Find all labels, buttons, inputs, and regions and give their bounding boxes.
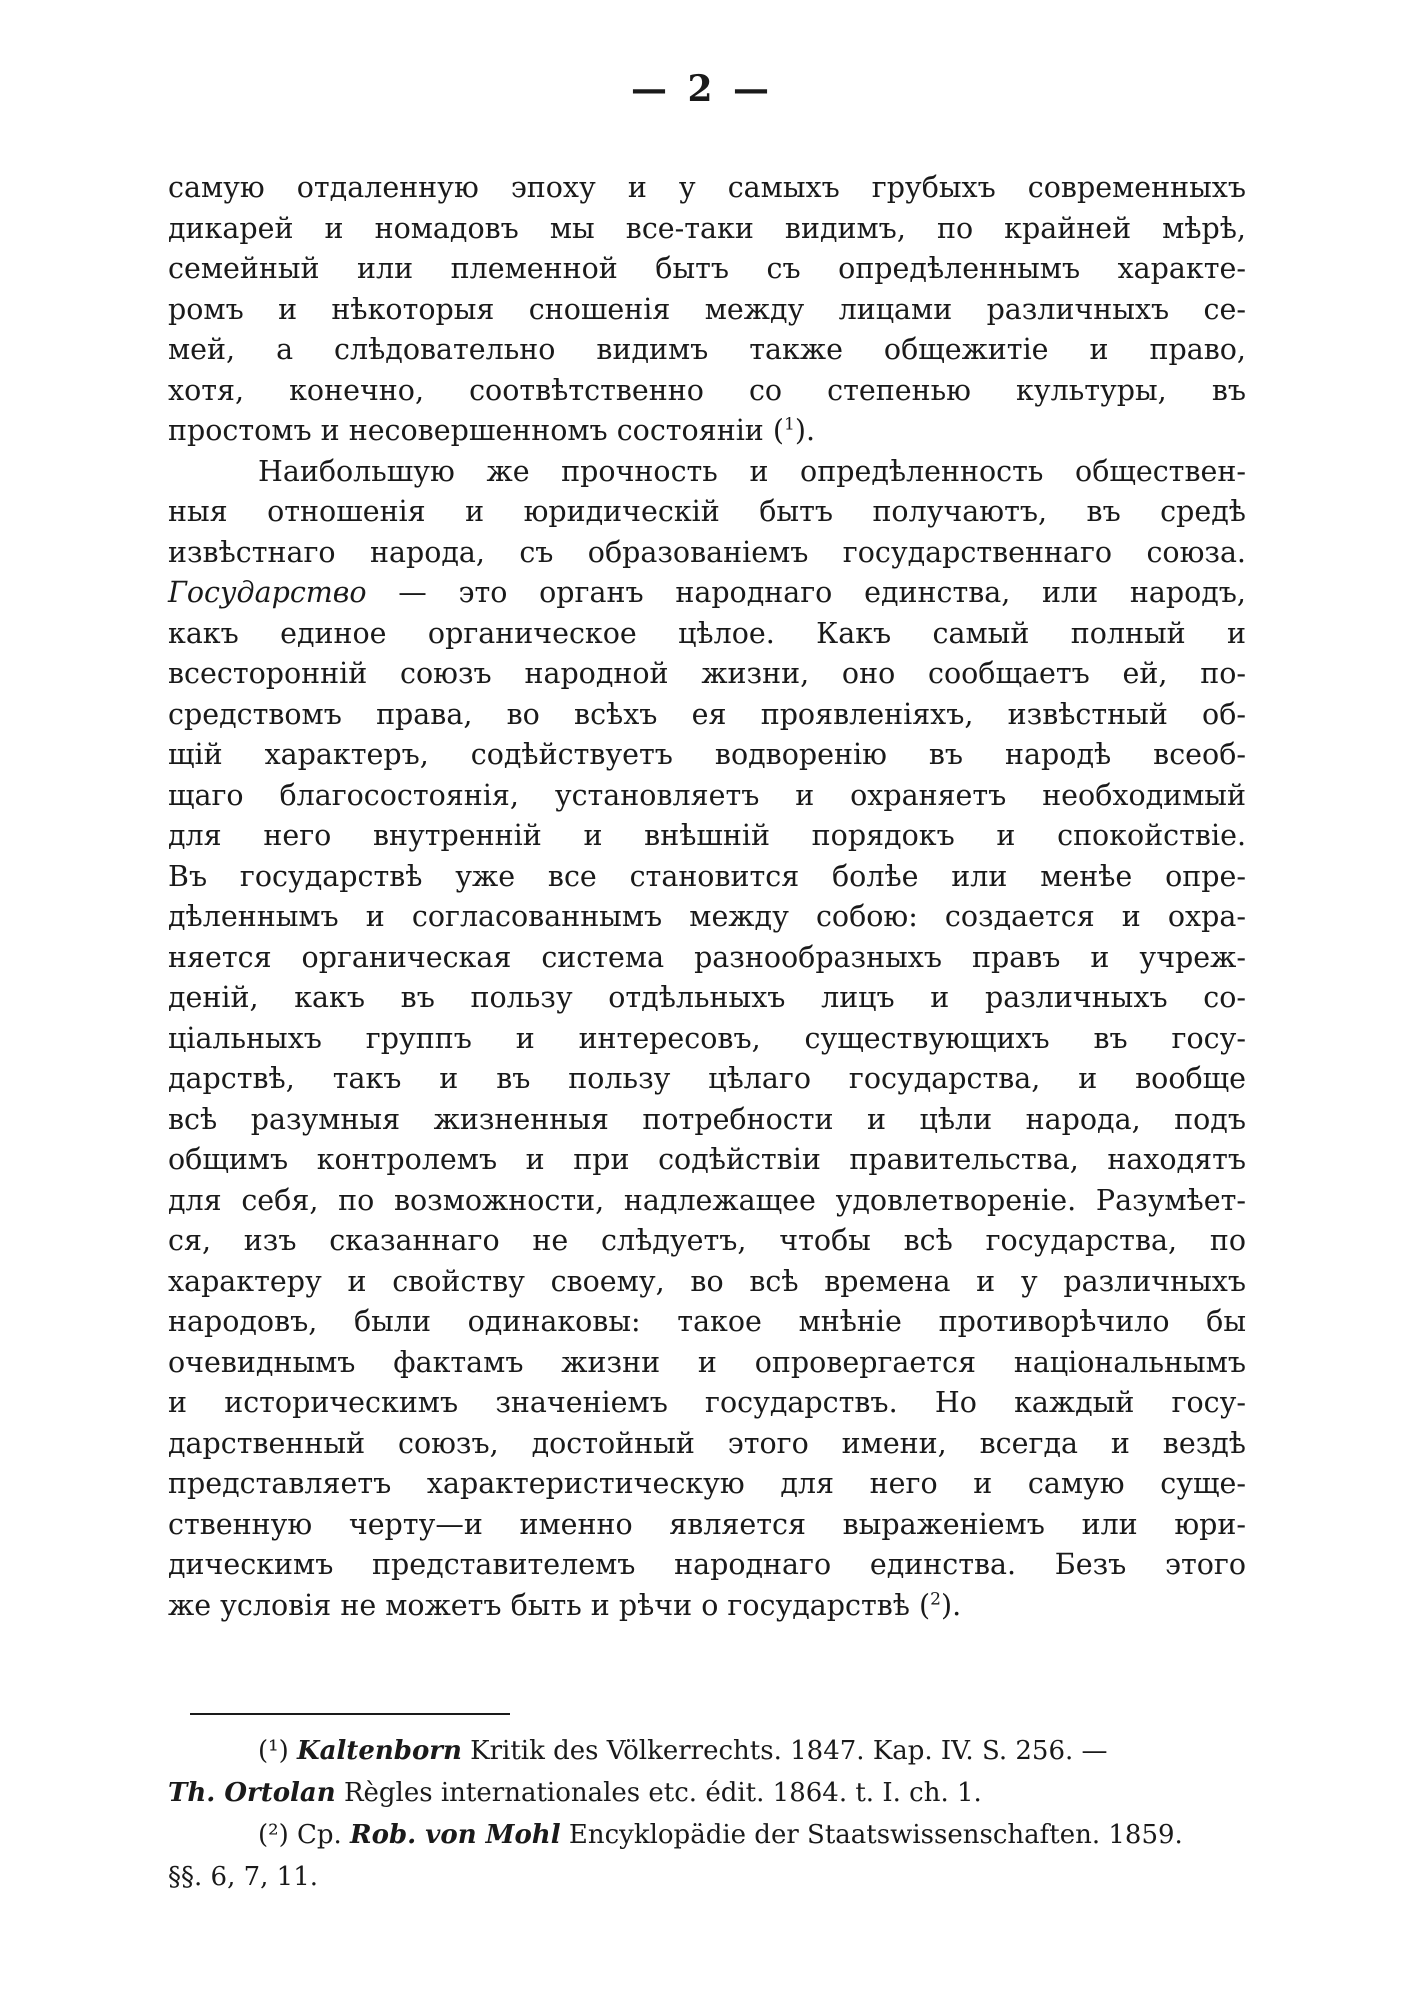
text-line: всесторонній союзъ народной жизни, оно сообщаетъ ей, по- [168, 657, 1246, 690]
text-line: деній, какъ въ пользу отдѣльныхъ лицъ и различныхъ со- [168, 981, 1246, 1014]
footnote-2-line-2: §§. 6, 7, 11. [168, 1862, 319, 1892]
text-line: характеру и свойству своему, во всѣ времена и у различныхъ [168, 1264, 1246, 1298]
footnote-1-mark: (¹) [258, 1736, 297, 1766]
paragraph-2 [168, 452, 1246, 1627]
text-line: средствомъ права, во всѣхъ ея проявленіяхъ, извѣстный об- [168, 697, 1246, 731]
text-line-tail: ). [794, 414, 816, 447]
footnote-ref-2: 2 [930, 1589, 942, 1609]
text-line: щій характеръ, содѣйствуетъ водворенію въ народѣ всеоб- [168, 738, 1246, 771]
footnote-1-author-2: Th. Ortolan [168, 1778, 336, 1808]
text-line: мей, а слѣдовательно видимъ также общежитіе и право, [168, 333, 1246, 366]
text-line-rest: — это органъ народнаго единства, или народъ, [366, 576, 1246, 609]
footnote-2-line-1 [168, 1814, 1246, 1856]
footnote-1-author-1: Kaltenborn [296, 1736, 462, 1766]
footnote-1-text-2: Règles internationales etc. édit. 1864. t. I. ch. 1. [335, 1778, 982, 1808]
text-line: народовъ, были одинаковы: такое мнѣніе противорѣчило бы [168, 1305, 1246, 1338]
paragraph-1 [168, 168, 1246, 452]
text-line: представляетъ характеристическую для него и самую суще- [168, 1467, 1246, 1500]
text-line: семейный или племенной бытъ съ опредѣленнымъ характе- [168, 252, 1246, 285]
text-line [168, 1586, 1246, 1627]
text-line: ромъ и нѣкоторыя сношенія между лицами различныхъ се- [168, 292, 1246, 326]
text-line: очевиднымъ фактамъ жизни и опровергается національнымъ [168, 1345, 1246, 1379]
text-line: дарственный союзъ, достойный этого имени, всегда и вездѣ [168, 1426, 1246, 1460]
text-line: самую отдаленную эпоху и у самыхъ грубыхъ современныхъ [168, 171, 1246, 204]
footnote-1-line-2 [168, 1772, 1246, 1814]
footnote-2-mark: (²) Cp. [258, 1820, 351, 1850]
text-line: дѣленнымъ и согласованнымъ между собою: создается и охра- [168, 900, 1246, 933]
text-line: ныя отношенія и юридическій бытъ получаютъ, въ средѣ [168, 495, 1246, 528]
text-line: дарствѣ, такъ и въ пользу цѣлаго государства, и вообще [168, 1062, 1246, 1095]
footnote-2-text: Encyklopädie der Staatswissenschaften. 1859. [560, 1820, 1183, 1850]
text-line: Въ государствѣ уже все становится болѣе или менѣе опре- [168, 859, 1246, 893]
text-line: ся, изъ сказаннаго не слѣдуетъ, чтобы всѣ государства, по [168, 1224, 1246, 1257]
text-line: хотя, конечно, соотвѣтственно со степенью культуры, въ [168, 373, 1246, 407]
text-line: ціальныхъ группъ и интересовъ, существующихъ въ госу- [168, 1021, 1246, 1055]
footnote-2-author: Rob. von Mohl [350, 1820, 561, 1850]
text-line: дикарей и номадовъ мы все-таки видимъ, по крайней мѣрѣ, [168, 211, 1246, 245]
text-line: няется органическая система разнообразныхъ правъ и учреж- [168, 940, 1246, 974]
footnote-ref-1: 1 [783, 414, 795, 435]
text-line: всѣ разумныя жизненныя потребности и цѣли народа, подъ [168, 1102, 1246, 1136]
text-line: какъ единое органическое цѣлое. Какъ самый полный и [168, 616, 1246, 650]
text-line: общимъ контролемъ и при содѣйствіи правительства, находятъ [168, 1143, 1246, 1176]
body-text [168, 168, 1246, 1626]
text-line [168, 573, 1246, 614]
footnotes [168, 1730, 1246, 1898]
text-line: и историческимъ значеніемъ государствъ. Но каждый госу- [168, 1386, 1246, 1419]
text-line: ственную черту—и именно является выраженіемъ или юри- [168, 1507, 1246, 1541]
footnote-1-line-1 [168, 1730, 1246, 1772]
footnote-separator [190, 1713, 510, 1715]
text-line [168, 411, 1246, 452]
footnote-1-text-1: Kritik des Völkerrechts. 1847. Kap. IV. S. 256. — [461, 1736, 1108, 1766]
text-line: извѣстнаго народа, съ образованіемъ государственнаго союза. [168, 535, 1246, 569]
text-line-body: же условія не можетъ быть и рѣчи о государствѣ ( [168, 1588, 931, 1622]
text-line-tail: ). [941, 1588, 962, 1622]
page-number: — 2 — [630, 68, 774, 110]
term-gosudarstvo: Государство [168, 576, 367, 609]
text-line-body: простомъ и несовершенномъ состояніи ( [168, 414, 784, 447]
text-line: для себя, по возможности, надлежащее удовлетвореніе. Разумѣет- [168, 1183, 1246, 1217]
text-line: щаго благосостоянія, установляетъ и охраняетъ необходимый [168, 778, 1246, 812]
text-line-indented: Наибольшую же прочность и опредѣленность обществен- [258, 454, 1246, 488]
text-line: для него внутренній и внѣшній порядокъ и спокойствіе. [168, 819, 1246, 852]
text-line: дическимъ представителемъ народнаго единства. Безъ этого [168, 1548, 1246, 1581]
